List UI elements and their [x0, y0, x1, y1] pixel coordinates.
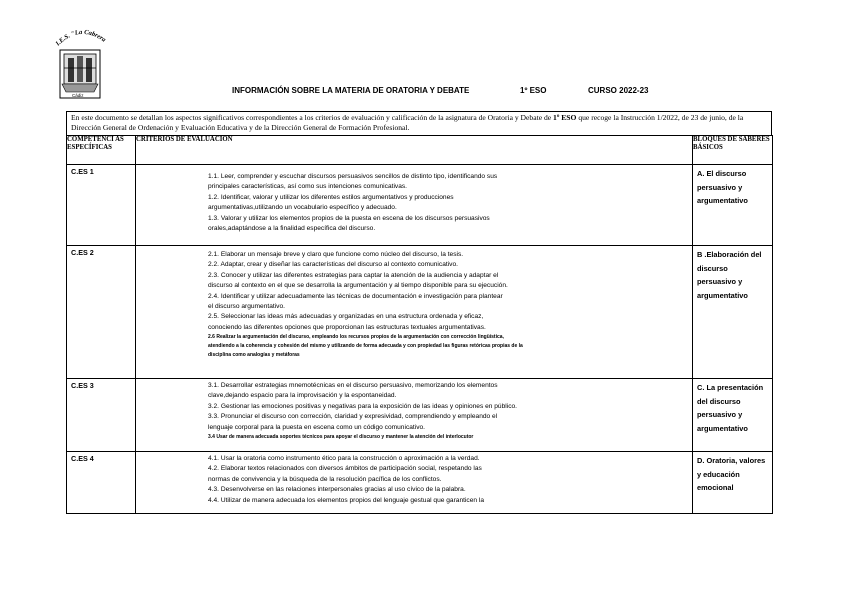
table-row	[67, 452, 773, 514]
school-year: CURSO 2022-23	[588, 86, 649, 95]
table-row	[67, 246, 773, 379]
intro-text-1: En este documento se detallan los aspectos significativos correspondientes a los criterios de evaluación y calificación de la asignatura de Oratoria y Debate de	[71, 113, 554, 122]
criterion-line: 3.3. Pronunciar el discurso con corrección, claridad y expresividad, comprendiendo y empleando el	[208, 413, 498, 421]
table-row	[67, 165, 773, 246]
criteria-cell	[136, 165, 693, 246]
criterion-line: 3.4 Usar de manera adecuada soportes técnicos para apoyar el discurso y mantener la atención del interlocutor	[208, 434, 474, 441]
criteria-cell	[136, 452, 693, 514]
criterion-line: principales características, así como sus intenciones comunicativas.	[208, 183, 407, 191]
block-cell: D. Oratoria, valores y educación emocional	[693, 452, 773, 514]
competency-code: C.ES 3	[67, 379, 136, 452]
criterion-line: 2.1. Elaborar un mensaje breve y claro que funcione como núcleo del discurso, la tesis.	[208, 251, 464, 258]
criteria-cell	[136, 246, 693, 379]
table-header-row	[67, 136, 773, 165]
block-cell: C. La presentación del discurso persuasivo y argumentativo	[693, 379, 773, 452]
criterion-line: 4.4. Utilizar de manera adecuada los elementos propios del lenguaje gestual que garanticen la	[208, 496, 485, 504]
criterion-line: orales,adaptándose a la finalidad específica del discurso.	[208, 225, 376, 233]
criteria-cell	[136, 379, 693, 452]
criterion-line: normas de convivencia y la búsqueda de la resolución pacífica de los conflictos.	[208, 475, 442, 483]
criterion-line: clave,dejando espacio para la improvisación y la espontaneidad.	[208, 392, 397, 400]
block-cell: B .Elaboración del discurso persuasivo y argumentativo	[693, 246, 773, 379]
header-bloques: BLOQUES DE SABERES BÁSICOS	[693, 136, 773, 165]
criterion-line: el discurso argumentativo.	[208, 303, 285, 311]
criterion-line: 3.2. Gestionar las emociones positivas y negativas para la exposición de las ideas y opiniones en público.	[208, 402, 517, 410]
competency-code: C.ES 2	[67, 246, 136, 379]
header-competencias: COMPETENCI AS ESPECÍFICAS	[67, 136, 136, 165]
criterion-line: 2.5. Seleccionar las ideas más adecuadas y organizadas en una estructura ordenada y eficaz,	[208, 313, 484, 321]
intro-paragraph	[66, 111, 772, 136]
criterion-line: atendiendo a la coherencia y cohesión del mismo y utilizando de forma adecuada y con propiedad las figuras retóricas propias de la	[208, 343, 523, 350]
criterion-line: lenguaje corporal para la puesta en escena como un código comunicativo.	[208, 423, 425, 431]
competency-code: C.ES 1	[67, 165, 136, 246]
document-title: INFORMACIÓN SOBRE LA MATERIA DE ORATORIA Y DEBATE	[232, 86, 470, 95]
header-criterios: CRITERIOS DE EVALUACIÓN	[136, 136, 693, 165]
svg-text:I.E.S. "La Cabrera"	[50, 20, 108, 48]
logo-bottom-text: Cádiz	[72, 93, 84, 98]
criterion-line: 2.4. Identificar y utilizar adecuadamente las técnicas de documentación e investigación para plantear	[208, 292, 503, 300]
criterion-line: 3.1. Desarrollar estrategias mnemotécnicas en el discurso persuasivo, memorizando los elementos	[208, 382, 498, 389]
criterion-line: 2.2. Adaptar, crear y diseñar las características del discurso al contexto comunicativo.	[208, 261, 458, 269]
block-cell: A. El discurso persuasivo y argumentativo	[693, 165, 773, 246]
criterion-line: 2.6 Realizar la argumentación del discurso, empleando los recursos propios de la argumentación con corrección lingüística,	[208, 334, 504, 341]
intro-bold-level: 1º ESO	[553, 113, 577, 122]
criterion-line: 1.1. Leer, comprender y escuchar discursos persuasivos sencillos de distinto tipo, identificando sus	[208, 173, 498, 180]
criterion-line: 2.3. Conocer y utilizar las diferentes estrategias para captar la atención de la audiencia y adaptar el	[208, 271, 499, 279]
criterion-line: 4.1. Usar la oratoria como instrumento ético para la construcción o aproximación a la verdad.	[208, 455, 480, 462]
criterion-line: 1.2. Identificar, valorar y utilizar los diferentes estilos argumentativos y producciones	[208, 193, 454, 201]
criterion-line: disciplina como analogías y metáforas	[208, 352, 300, 359]
table-row	[67, 379, 773, 452]
logo-arc-text: I.E.S. "La Cabrera	[54, 28, 107, 48]
school-logo	[50, 20, 110, 106]
course-level: 1º ESO	[520, 86, 547, 95]
criterion-line: conociendo las diferentes opciones que proporcionan las estructuras textuales argumentativas.	[208, 323, 486, 331]
criterion-line: 4.3. Desenvolverse en las relaciones interpersonales gracias al uso cívico de la palabra.	[208, 486, 466, 494]
document-title-row	[232, 86, 732, 100]
criteria-table	[66, 135, 773, 514]
competency-code: C.ES 4	[67, 452, 136, 514]
criterion-line: discurso al contexto en el que se desarrolla la argumentación y al tiempo disponible para su ejecución.	[208, 282, 508, 290]
criterion-line: 1.3. Valorar y utilizar los elementos propios de la puesta en escena de los discursos persuasivos	[208, 214, 490, 222]
intro-text-2: que recoge la Instrucción 1/2022, de 23 de junio, de la Dirección General de Ordenación y Evaluación Educativa y de la Dirección General de Formación Profesional.	[71, 113, 744, 132]
criterion-line: argumentativas,utilizando un vocabulario específico y adecuado.	[208, 204, 397, 212]
criterion-line: 4.2. Elaborar textos relacionados con diversos ámbitos de participación social, respetando las	[208, 465, 482, 473]
